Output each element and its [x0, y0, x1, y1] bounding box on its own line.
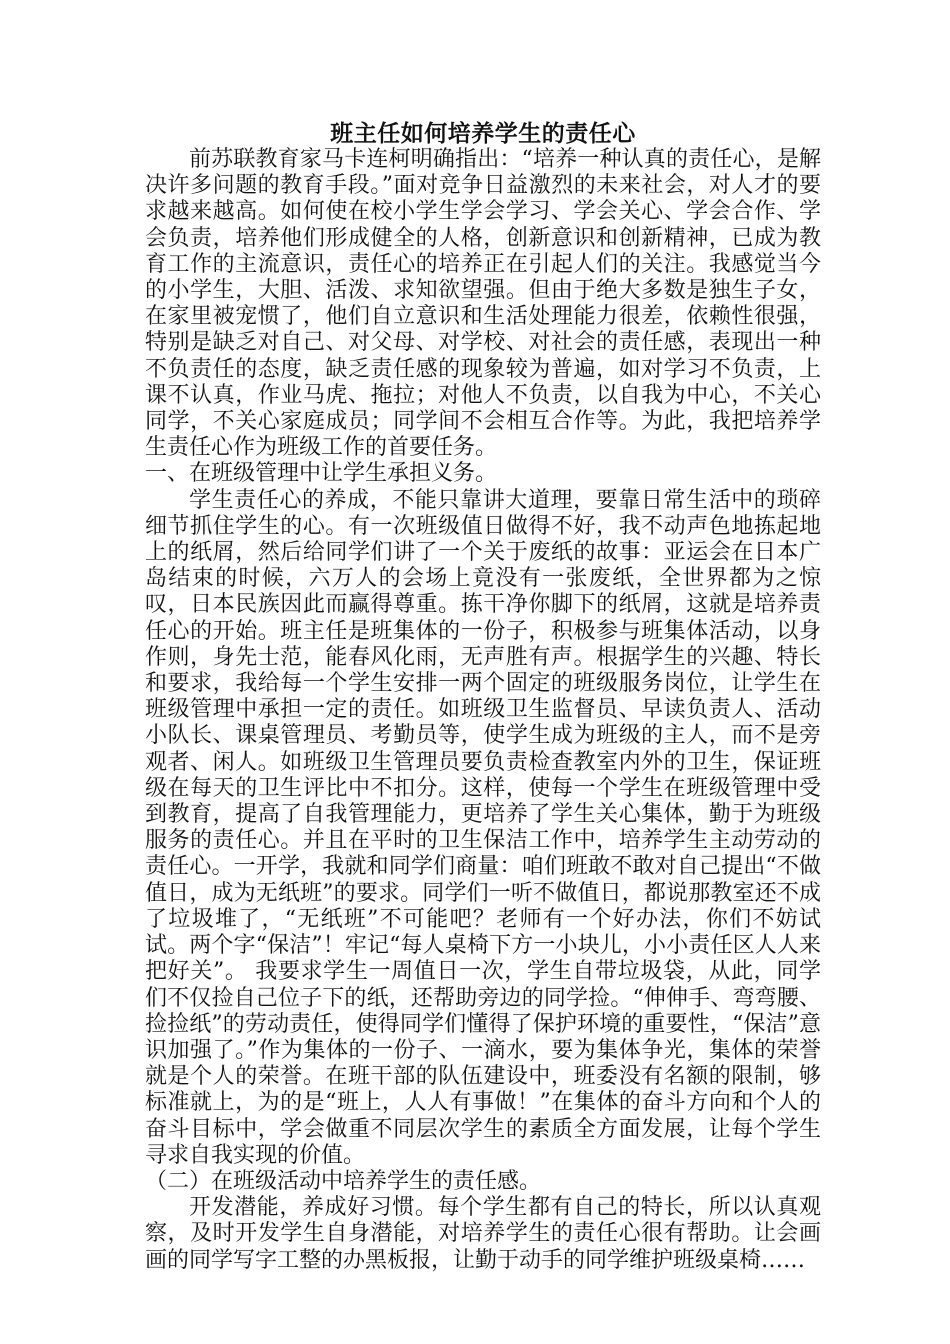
section-2-paragraph: 开发潜能，养成好习惯。每个学生都有自己的特长，所以认真观察，及时开发学生自身潜能，对培养学生的责任心很有帮助。让会画画的同学写字工整的办黑板报，让勤于动手的同学维护班级桌椅…… [145, 1195, 821, 1273]
document-title: 班主任如何培养学生的责任心 [330, 120, 636, 147]
section-2-heading: （二）在班级活动中培养学生的责任感。 [145, 1168, 542, 1194]
document-page [145, 120, 821, 1274]
section-1-heading: 一、在班级管理中让学生承担义务。 [145, 461, 498, 487]
section-1-paragraph: 学生责任心的养成，不能只靠讲大道理，要靠日常生活中的琐碎细节抓住学生的心。有一次班级值日做得不好，我不动声色地拣起地上的纸屑，然后给同学们讲了一个关于废纸的故事：亚运会在日本广岛结束的时候，六万人的会场上竟没有一张废纸，全世界都为之惊叹，日本民族因此而赢得尊重。拣干净你脚下的纸屑，这就是培养责任心的开始。班主任是班集体的一份子，积极参与班集体活动，以身作则，身先士范，能春风化雨，无声胜有声。根据学生的兴趣、特长和要求，我给每一个学生安排一两个固定的班级服务岗位，让学生在班级管理中承担一定的责任。如班级卫生监督员、早读负责人、活动小队长、课桌管理员、考勤员等，使学生成为班级的主人，而不是旁观者、闲人。如班级卫生管理员要负责检查教室内外的卫生，保证班级在每天的卫生评比中不扣分。这样，使每一个学生在班级管理中受到教育，提高了自我管理能力，更培养了学生关心集体，勤于为班级服务的责任心。并且在平时的卫生保洁工作中，培养学生主动劳动的责任心。一开学，我就和同学们商量：咱们班敢不敢对自己提出“不做值日，成为无纸班”的要求。同学们一听不做值日，都说那教室还不成了垃圾堆了，“无纸班”不可能吧？老师有一个好办法，你们不妨试试。两个字“保洁”！牢记“每人桌椅下方一小块儿，小小责任区人人来把好关”。 我要求学生一周值日一次，学生自带垃圾袋，从此，同学们不仅捡自己位子下的纸，还帮助旁边的同学捡。“伸伸手、弯弯腰、捡捡纸”的劳动责任，使得同学们懂得了保护环境的重要性，“保洁”意识加强了。”作为集体的一份子、一滴水，要为集体争光，集体的荣誉就是个人的荣誉。在班干部的队伍建设中，班委没有名额的限制，够标准就上，为的是“班上，人人有事做！”在集体的奋斗方向和个人的奋斗目标中，学会做重不同层次学生的素质全方面发展，让每个学生寻求自我实现的价值。 [145, 487, 821, 1168]
intro-paragraph: 前苏联教育家马卡连柯明确指出：“培养一种认真的责任心，是解决许多问题的教育手段。”面对竞争日益激烈的未来社会，对人才的要求越来越高。如何使在校小学生学会学习、学会关心、学会合作、学会负责，培养他们形成健全的人格，创新意识和创新精神，已成为教育工作的主流意识，责任心的培养正在引起人们的关注。我感觉当今的小学生，大胆、活泼、求知欲望强。但由于绝大多数是独生子女，在家里被宠惯了，他们自立意识和生活处理能力很差，依赖性很强，特别是缺乏对自己、对父母、对学校、对社会的责任感，表现出一种不负责任的态度，缺乏责任感的现象较为普遍，如对学习不负责，上课不认真，作业马虎、拖拉；对他人不负责，以自我为中心，不关心同学，不关心家庭成员；同学间不会相互合作等。为此，我把培养学生责任心作为班级工作的首要任务。 [145, 147, 821, 461]
